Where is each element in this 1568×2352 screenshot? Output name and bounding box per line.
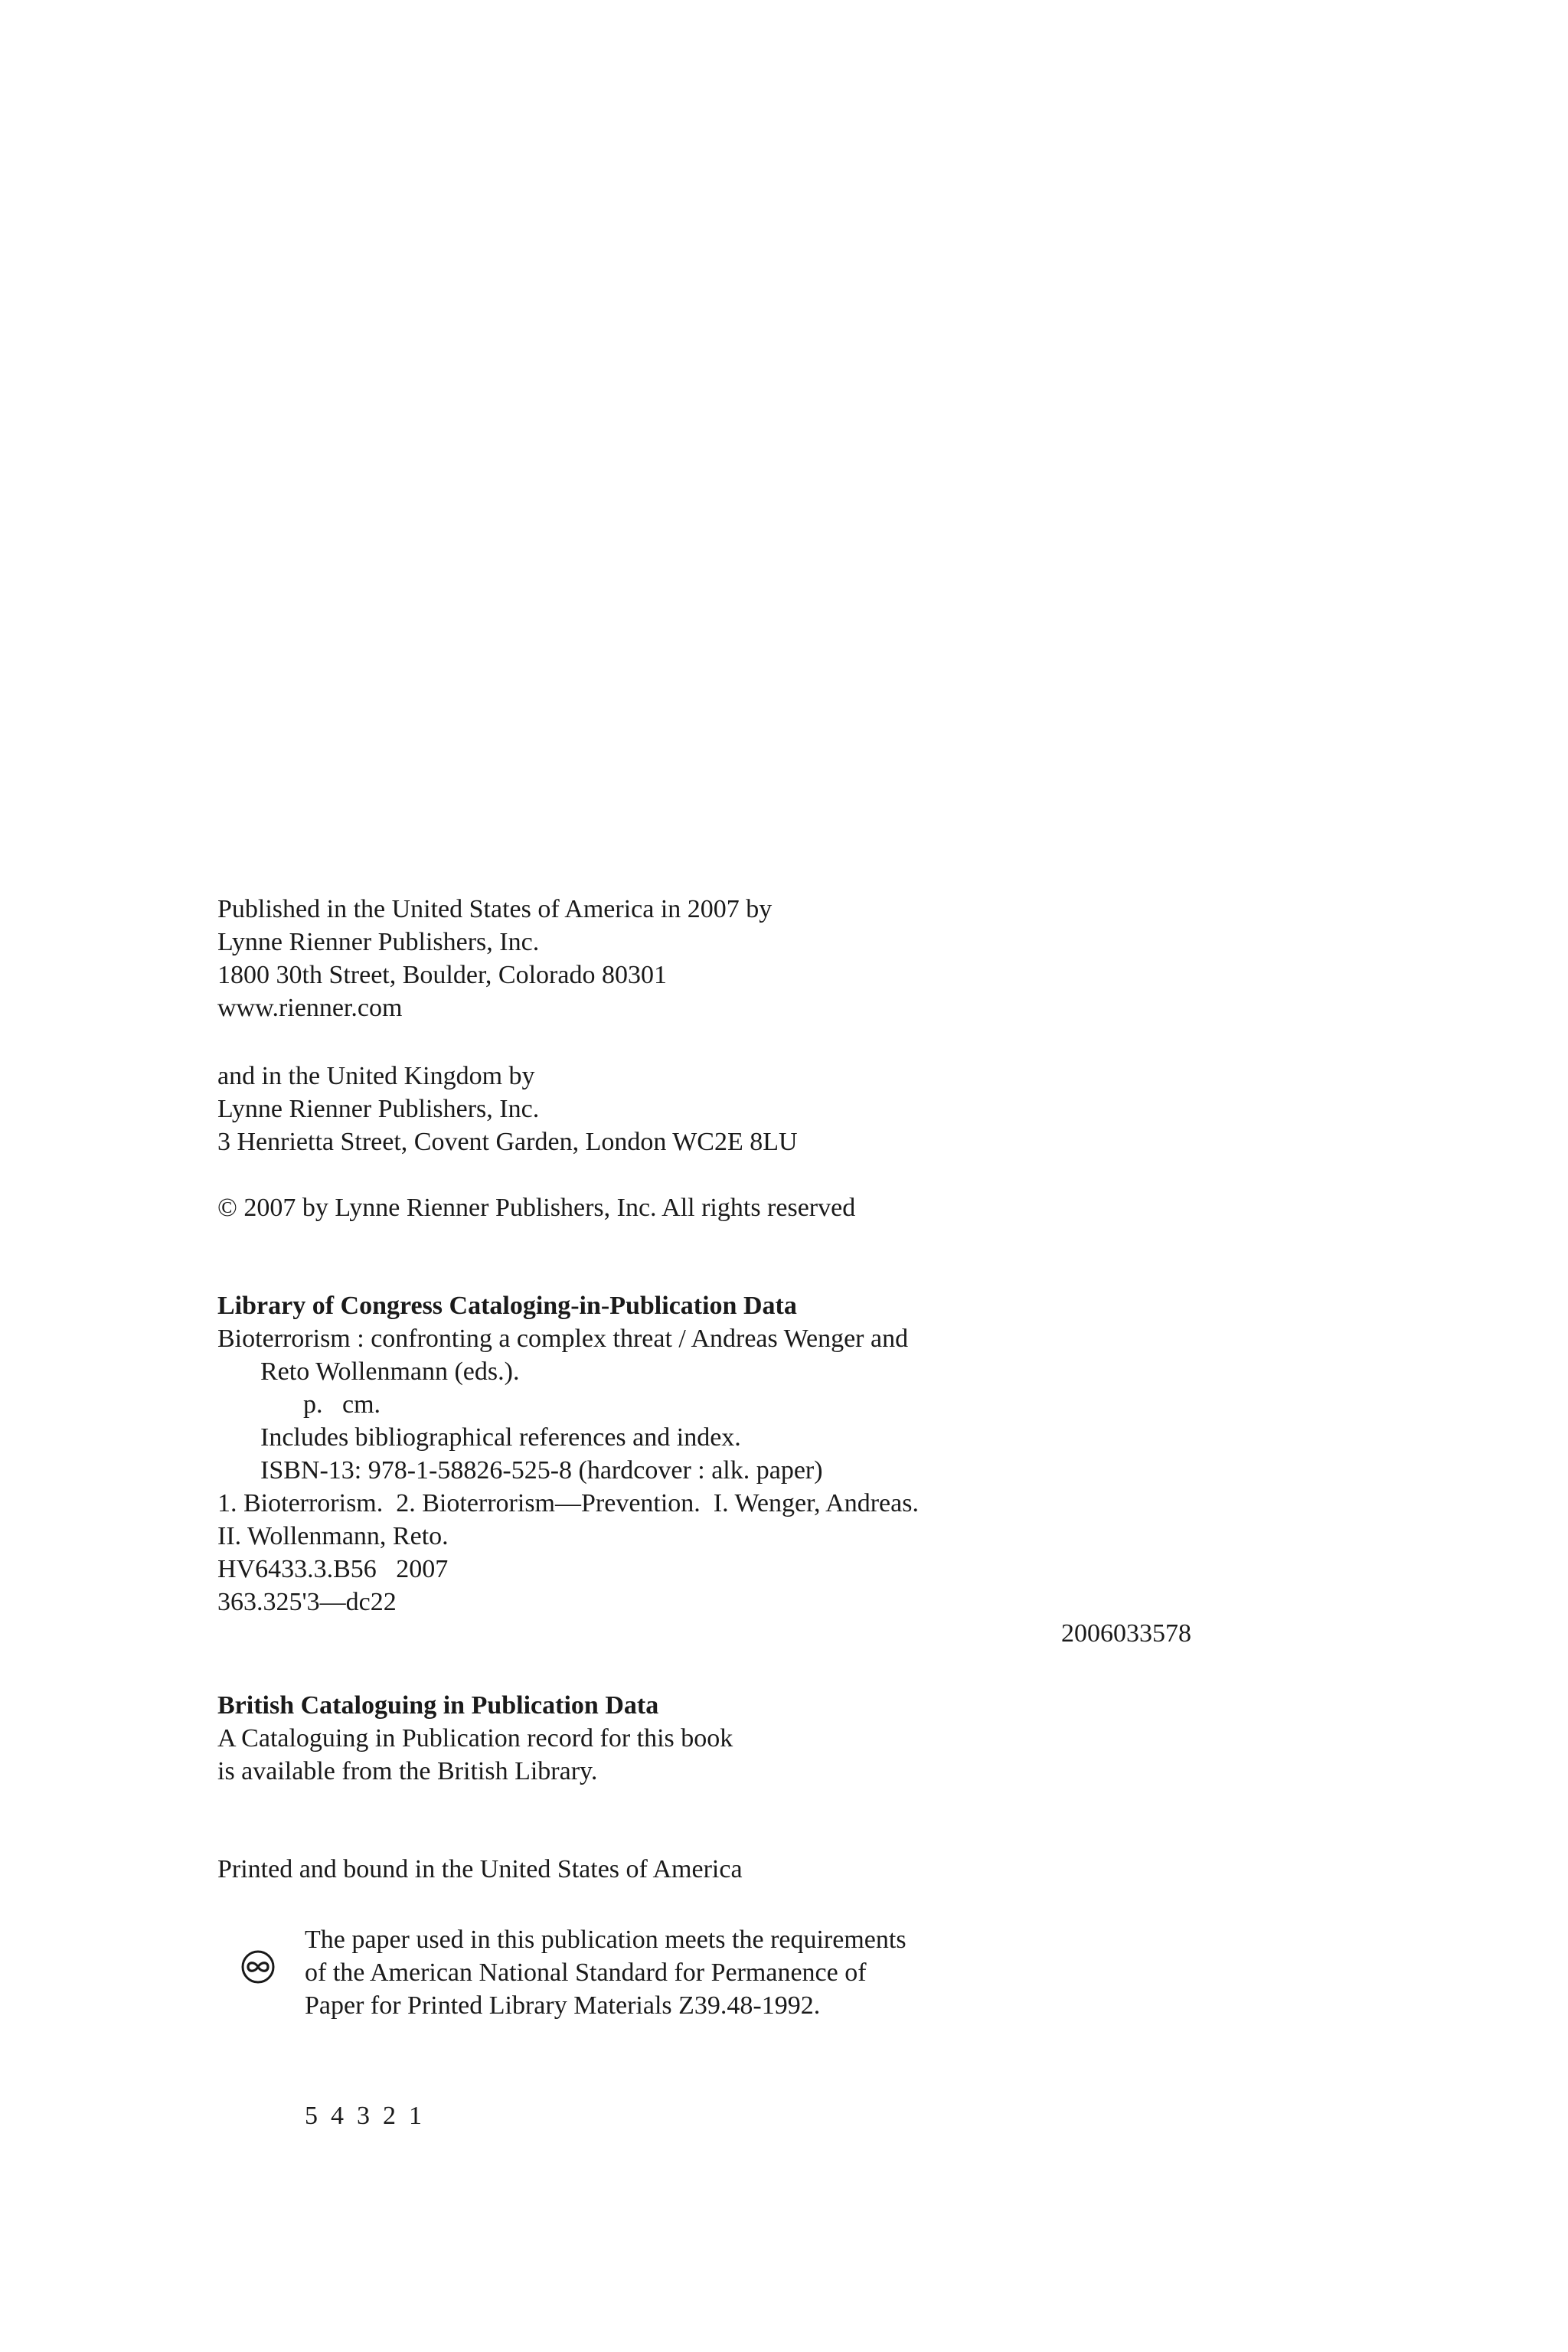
- british-cip-line: A Cataloguing in Publication record for this book: [217, 1724, 733, 1753]
- permanence-line: The paper used in this publication meets the requirements: [305, 1926, 906, 1954]
- printed-line: Printed and bound in the United States of America: [217, 1855, 743, 1883]
- us-publisher-line: 1800 30th Street, Boulder, Colorado 80301: [217, 961, 667, 989]
- permanence-notice: [305, 1923, 906, 2022]
- infinity-circle-icon: [240, 1949, 276, 1984]
- publisher-website: www.rienner.com: [217, 994, 403, 1022]
- cip-physical: p. cm.: [303, 1390, 381, 1419]
- cip-notes: Includes bibliographical references and index.: [260, 1423, 741, 1452]
- cip-title-line: Bioterrorism : confronting a complex threat / Andreas Wenger and: [217, 1325, 909, 1353]
- loc-cip-heading: Library of Congress Cataloging-in-Publication Data: [217, 1292, 797, 1320]
- cip-dewey: 363.325'3—dc22: [217, 1588, 397, 1616]
- cip-title-line: Reto Wollenmann (eds.).: [260, 1357, 520, 1386]
- uk-publisher-line: 3 Henrietta Street, Covent Garden, London WC2E 8LU: [217, 1128, 798, 1156]
- copyright-line: © 2007 by Lynne Rienner Publishers, Inc. All rights reserved: [217, 1194, 856, 1222]
- cip-lccn: 2006033578: [1061, 1619, 1191, 1648]
- printing-number-line: 5 4 3 2 1: [305, 2102, 422, 2130]
- permanence-line: Paper for Printed Library Materials Z39.48-1992.: [305, 1991, 821, 2020]
- loc-cip-block: [217, 1289, 919, 1619]
- permanence-line: of the American National Standard for Permanence of: [305, 1958, 867, 1987]
- us-publisher-line: Lynne Rienner Publishers, Inc.: [217, 928, 540, 956]
- uk-publisher-line: Lynne Rienner Publishers, Inc.: [217, 1095, 540, 1123]
- cip-isbn: ISBN-13: 978-1-58826-525-8 (hardcover : alk. paper): [260, 1456, 823, 1485]
- cip-added-entry: II. Wollenmann, Reto.: [217, 1522, 449, 1550]
- british-cip-line: is available from the British Library.: [217, 1757, 598, 1785]
- cip-subjects: 1. Bioterrorism. 2. Bioterrorism—Prevention. I. Wenger, Andreas.: [217, 1489, 919, 1517]
- british-cip-heading: British Cataloguing in Publication Data: [217, 1691, 659, 1720]
- uk-publisher-line: and in the United Kingdom by: [217, 1062, 535, 1090]
- uk-publisher-block: [217, 1060, 798, 1158]
- cip-lc-class: HV6433.3.B56 2007: [217, 1555, 449, 1583]
- us-publisher-block: [217, 893, 772, 1024]
- copyright-notice: [217, 1191, 855, 1224]
- printed-notice: [217, 1853, 743, 1886]
- british-cip-block: [217, 1689, 733, 1788]
- us-publisher-line: Published in the United States of America in 2007 by: [217, 895, 773, 923]
